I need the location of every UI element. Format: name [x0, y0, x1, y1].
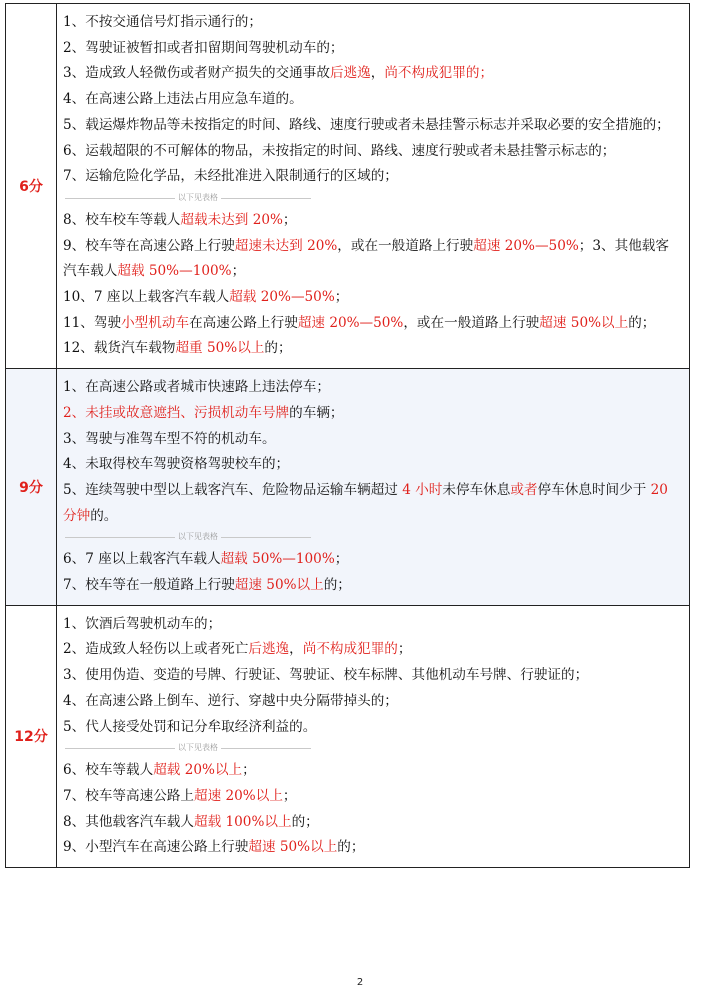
item-text: 8、其他载客汽车载人	[63, 813, 194, 830]
points-row	[6, 4, 690, 369]
violation-item	[63, 758, 681, 784]
violation-item	[63, 139, 681, 165]
violation-item	[63, 285, 681, 311]
section-divider	[63, 741, 681, 755]
violation-item	[63, 234, 681, 285]
item-text: 5、代人接受处罚和记分牟取经济利益的。	[63, 718, 317, 735]
violation-item	[63, 835, 681, 861]
item-text: 的；	[264, 340, 292, 357]
item-text: ，或在一般道路上行驶	[403, 314, 540, 331]
violation-item	[63, 573, 681, 599]
highlight-text: 后逃逸	[329, 65, 371, 82]
violation-item	[63, 452, 681, 478]
highlight-text: 超速 20%—50%	[473, 237, 579, 254]
item-text: 3、造成致人轻微伤或者财产损失的交通事故	[63, 65, 330, 82]
violation-item	[63, 784, 681, 810]
points-value: 6分	[6, 4, 57, 369]
highlight-text: 超速 20%以上	[194, 787, 283, 804]
highlight-text: 超载未达到 20%	[180, 211, 283, 228]
item-text: 的；	[323, 577, 351, 594]
item-text: 11、驾驶	[63, 314, 122, 331]
item-text: 4、在高速公路上倒车、逆行、穿越中央分隔带掉头的；	[63, 692, 398, 709]
item-text: ；	[282, 211, 297, 228]
violation-list	[57, 605, 690, 867]
highlight-text: 或者	[510, 481, 538, 498]
violation-item	[63, 113, 681, 139]
item-text: 7、校车等在一般道路上行驶	[63, 577, 235, 594]
item-text: 4、未取得校车驾驶资格驾驶校车的；	[63, 456, 290, 473]
violation-item	[63, 689, 681, 715]
highlight-text: 超速 50%以上	[234, 577, 324, 594]
violation-item	[63, 547, 681, 573]
item-text: 12、载货汽车载物	[63, 340, 176, 357]
violation-item	[63, 311, 681, 337]
highlight-text: 超载 20%以上	[153, 762, 243, 779]
violation-item	[63, 61, 681, 87]
violation-item	[63, 87, 681, 113]
violation-item	[63, 336, 681, 362]
violation-item	[63, 36, 681, 62]
item-text: 的；	[628, 314, 656, 331]
points-row	[6, 605, 690, 867]
points-row	[6, 369, 690, 606]
item-text: 6、运载超限的不可解体的物品，未按指定的时间、路线、速度行驶或者未悬挂警示标志的；	[63, 142, 616, 159]
item-text: 1、饮酒后驾驶机动车的；	[63, 615, 222, 632]
item-text: 的。	[90, 507, 118, 524]
item-text: 的；	[291, 813, 319, 830]
item-text: 停车休息时间少于	[537, 481, 651, 498]
highlight-text: 小型机动车	[121, 314, 190, 331]
highlight-text: 超速 50%以上	[539, 314, 629, 331]
item-text: 7、运输危险化学品，未经批准进入限制通行的区域的；	[63, 168, 398, 185]
item-text: 10、7 座以上载客汽车载人	[63, 289, 230, 306]
item-text: ；	[334, 551, 349, 568]
item-text: ，	[370, 65, 385, 82]
highlight-text: 超速未达到 20%	[234, 237, 338, 254]
highlight-text: 尚不构成犯罪的；	[384, 65, 494, 82]
highlight-text: 超载 50%—100%	[220, 551, 335, 568]
item-text: 的；	[337, 839, 365, 856]
page-number: 2	[356, 977, 364, 988]
highlight-text: 尚不构成犯罪的	[302, 641, 398, 658]
highlight-text: 超载 100%以上	[194, 813, 292, 830]
violation-list	[57, 369, 690, 606]
violation-item	[63, 663, 681, 689]
section-divider	[63, 530, 681, 544]
item-text: 7、校车等高速公路上	[63, 787, 194, 804]
highlight-text: 20 分钟	[63, 481, 668, 524]
violation-list	[57, 4, 690, 369]
item-text: 5、连续驾驶中型以上载客汽车、危险物品运输车辆超过	[63, 481, 403, 498]
points-value: 12分	[6, 605, 57, 867]
item-text: 3、使用伪造、变造的号牌、行驶证、驾驶证、校车标牌、其他机动车号牌、行驶证的；	[63, 667, 589, 684]
violation-item	[63, 10, 681, 36]
item-text: 8、校车校车等载人	[63, 211, 181, 228]
item-text: 在高速公路上行驶	[189, 314, 298, 331]
divider-label: 以下见表格	[175, 530, 221, 544]
penalty-points-table	[5, 3, 690, 868]
penalty-table-body	[6, 4, 690, 868]
highlight-text: 超载 50%—100%	[117, 263, 232, 280]
item-text: 1、在高速公路或者城市快速路上违法停车；	[63, 379, 330, 396]
item-text: ；	[397, 641, 412, 658]
item-text: 3、驾驶与准驾车型不符的机动车。	[63, 430, 276, 447]
item-text: 5、载运爆炸物品等未按指定的时间、路线、速度行驶或者未悬挂警示标志并采取必要的安全措施的；	[63, 116, 670, 133]
item-text: ；	[231, 263, 246, 280]
item-text: 9、校车等在高速公路上行驶	[63, 237, 235, 254]
item-text: ，或在一般道路上行驶	[337, 237, 474, 254]
item-text: 的车辆；	[289, 404, 344, 421]
item-text: 4、在高速公路上违法占用应急车道的。	[63, 91, 303, 108]
item-text: 6、7 座以上载客汽车载人	[63, 551, 221, 568]
points-value: 9分	[6, 369, 57, 606]
item-text: 2、造成致人轻伤以上或者死亡	[63, 641, 249, 658]
highlight-text: 4 小时	[402, 481, 443, 498]
divider-label: 以下见表格	[175, 741, 221, 755]
section-divider	[63, 191, 681, 205]
violation-item	[63, 164, 681, 190]
item-text: 9、小型汽车在高速公路上行驶	[63, 839, 249, 856]
divider-label: 以下见表格	[175, 191, 221, 205]
item-text: ；3、其他载客汽车载人	[63, 237, 669, 280]
item-text: 6、校车等载人	[63, 762, 154, 779]
violation-item	[63, 401, 681, 427]
item-text: ，	[289, 641, 303, 658]
violation-item	[63, 715, 681, 741]
violation-item	[63, 375, 681, 401]
highlight-text: 超载 20%—50%	[229, 289, 335, 306]
item-text: ；	[282, 787, 297, 804]
item-text: 1、不按交通信号灯指示通行的；	[63, 14, 262, 30]
highlight-text: 后逃逸	[248, 641, 290, 658]
violation-item	[63, 637, 681, 663]
item-text: ；	[242, 762, 256, 779]
item-text: 未停车休息	[442, 481, 511, 498]
violation-item	[63, 478, 681, 529]
item-text: 2、驾驶证被暂扣或者扣留期间驾驶机动车的；	[63, 39, 344, 56]
violation-item	[63, 810, 681, 836]
highlight-text: 超速 20%—50%	[297, 314, 404, 331]
highlight-text: 超重 50%以上	[175, 340, 265, 357]
item-text: ；	[334, 289, 349, 306]
violation-item	[63, 208, 681, 234]
highlight-text: 超速 50%以上	[248, 839, 338, 856]
violation-item	[63, 612, 681, 638]
highlight-text: 2、未挂或故意遮挡、污损机动车号牌	[63, 404, 290, 421]
violation-item	[63, 427, 681, 453]
